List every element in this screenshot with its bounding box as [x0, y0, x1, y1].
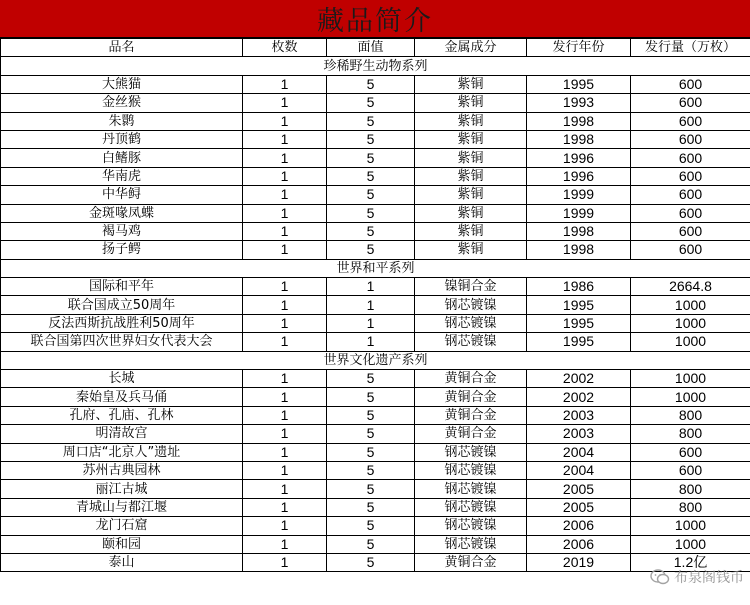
table-cell: 1998	[527, 222, 631, 240]
table-cell: 紫铜	[415, 222, 527, 240]
table-cell: 紫铜	[415, 241, 527, 259]
table-cell: 紫铜	[415, 149, 527, 167]
table-row	[1, 186, 750, 204]
table-cell: 600	[631, 130, 750, 148]
table-cell: 1	[243, 167, 327, 185]
table-row	[1, 222, 750, 240]
table-cell: 周口店“北京人”遗址	[1, 443, 243, 461]
table-cell: 青城山与都江堰	[1, 498, 243, 516]
table-cell: 华南虎	[1, 167, 243, 185]
table-cell: 2664.8	[631, 278, 750, 296]
table-row	[1, 406, 750, 424]
table-cell: 1	[327, 314, 415, 332]
table-row	[1, 278, 750, 296]
section-row	[1, 259, 750, 277]
table-cell: 600	[631, 461, 750, 479]
column-header-name: 品名	[1, 39, 243, 57]
table-cell: 1	[243, 553, 327, 571]
table-row	[1, 167, 750, 185]
table-row	[1, 461, 750, 479]
table-cell: 5	[327, 222, 415, 240]
table-cell: 泰山	[1, 553, 243, 571]
section-row	[1, 57, 750, 75]
column-header-count: 枚数	[243, 39, 327, 57]
table-cell: 600	[631, 112, 750, 130]
table-cell: 1	[243, 278, 327, 296]
table-cell: 黄铜合金	[415, 388, 527, 406]
table-cell: 白鳍豚	[1, 149, 243, 167]
table-cell: 1995	[527, 314, 631, 332]
table-cell: 褐马鸡	[1, 222, 243, 240]
table-cell: 5	[327, 94, 415, 112]
table-cell: 大熊猫	[1, 75, 243, 93]
table-cell: 2002	[527, 388, 631, 406]
table-cell: 2005	[527, 498, 631, 516]
table-cell: 丽江古城	[1, 480, 243, 498]
table-cell: 1.2亿	[631, 553, 750, 571]
table-row	[1, 480, 750, 498]
table-cell: 1	[243, 425, 327, 443]
table-cell: 600	[631, 204, 750, 222]
table-cell: 5	[327, 517, 415, 535]
table-cell: 1000	[631, 314, 750, 332]
table-cell: 紫铜	[415, 94, 527, 112]
table-cell: 联合国成立50周年	[1, 296, 243, 314]
table-cell: 1	[243, 370, 327, 388]
table-cell: 5	[327, 461, 415, 479]
table-cell: 紫铜	[415, 204, 527, 222]
table-cell: 2006	[527, 535, 631, 553]
table-row	[1, 535, 750, 553]
table-cell: 秦始皇及兵马俑	[1, 388, 243, 406]
table-cell: 1	[243, 314, 327, 332]
table-row	[1, 130, 750, 148]
section-title: 世界和平系列	[1, 259, 750, 277]
table-cell: 1	[243, 241, 327, 259]
table-cell: 1998	[527, 112, 631, 130]
table-cell: 明清故宫	[1, 425, 243, 443]
table-cell: 5	[327, 167, 415, 185]
table-row	[1, 388, 750, 406]
table-cell: 钢芯镀镍	[415, 480, 527, 498]
table-cell: 1998	[527, 130, 631, 148]
table-cell: 600	[631, 443, 750, 461]
table-cell: 1	[243, 498, 327, 516]
column-header-year: 发行年份	[527, 39, 631, 57]
table-cell: 黄铜合金	[415, 406, 527, 424]
table-cell: 1	[243, 204, 327, 222]
table-cell: 5	[327, 186, 415, 204]
table-cell: 1	[243, 75, 327, 93]
table-cell: 1	[243, 388, 327, 406]
table-cell: 1	[243, 406, 327, 424]
table-cell: 2004	[527, 443, 631, 461]
table-cell: 5	[327, 406, 415, 424]
table-cell: 钢芯镀镍	[415, 296, 527, 314]
table-cell: 朱鹮	[1, 112, 243, 130]
table-cell: 5	[327, 204, 415, 222]
table-cell: 1	[243, 443, 327, 461]
table-cell: 扬子鳄	[1, 241, 243, 259]
table-cell: 反法西斯抗战胜利50周年	[1, 314, 243, 332]
table-cell: 1993	[527, 94, 631, 112]
table-cell: 长城	[1, 370, 243, 388]
table-cell: 5	[327, 498, 415, 516]
table-cell: 5	[327, 553, 415, 571]
table-row	[1, 370, 750, 388]
table-cell: 2005	[527, 480, 631, 498]
table-cell: 1999	[527, 204, 631, 222]
table-cell: 镍铜合金	[415, 278, 527, 296]
table-cell: 1	[243, 535, 327, 553]
table-cell: 1996	[527, 149, 631, 167]
table-cell: 1998	[527, 241, 631, 259]
table-cell: 600	[631, 149, 750, 167]
table-cell: 紫铜	[415, 167, 527, 185]
table-cell: 1	[243, 94, 327, 112]
watermark	[650, 567, 744, 587]
table-cell: 600	[631, 241, 750, 259]
table-cell: 钢芯镀镍	[415, 443, 527, 461]
table-cell: 800	[631, 406, 750, 424]
table-cell: 孔府、孔庙、孔林	[1, 406, 243, 424]
table-cell: 5	[327, 388, 415, 406]
column-header-metal: 金属成分	[415, 39, 527, 57]
section-title: 世界文化遗产系列	[1, 351, 750, 369]
table-cell: 5	[327, 130, 415, 148]
table-cell: 1	[243, 222, 327, 240]
table-cell: 1995	[527, 333, 631, 351]
table-cell: 1	[243, 130, 327, 148]
table-row	[1, 75, 750, 93]
table-cell: 1	[243, 461, 327, 479]
table-cell: 1	[243, 112, 327, 130]
table-cell: 黄铜合金	[415, 370, 527, 388]
table-cell: 5	[327, 241, 415, 259]
table-cell: 600	[631, 75, 750, 93]
table-cell: 黄铜合金	[415, 553, 527, 571]
table-row	[1, 443, 750, 461]
table-row	[1, 314, 750, 332]
table-cell: 钢芯镀镍	[415, 517, 527, 535]
table-row	[1, 498, 750, 516]
table-row	[1, 517, 750, 535]
table-cell: 苏州古典园林	[1, 461, 243, 479]
wechat-icon	[650, 567, 670, 587]
collection-table-body	[1, 39, 750, 572]
table-cell: 1996	[527, 167, 631, 185]
table-row	[1, 296, 750, 314]
table-cell: 5	[327, 443, 415, 461]
table-cell: 5	[327, 75, 415, 93]
table-cell: 紫铜	[415, 130, 527, 148]
table-cell: 1986	[527, 278, 631, 296]
table-cell: 1000	[631, 535, 750, 553]
table-cell: 600	[631, 186, 750, 204]
table-cell: 2006	[527, 517, 631, 535]
table-cell: 联合国第四次世界妇女代表大会	[1, 333, 243, 351]
table-row	[1, 94, 750, 112]
table-cell: 2002	[527, 370, 631, 388]
table-cell: 国际和平年	[1, 278, 243, 296]
table-cell: 5	[327, 112, 415, 130]
table-cell: 1	[243, 333, 327, 351]
table-cell: 1995	[527, 75, 631, 93]
table-cell: 龙门石窟	[1, 517, 243, 535]
table-cell: 1000	[631, 370, 750, 388]
table-cell: 钢芯镀镍	[415, 314, 527, 332]
table-cell: 5	[327, 535, 415, 553]
table-cell: 600	[631, 94, 750, 112]
table-cell: 2003	[527, 406, 631, 424]
column-header-face-value: 面值	[327, 39, 415, 57]
table-cell: 1	[327, 296, 415, 314]
table-cell: 1000	[631, 388, 750, 406]
table-cell: 紫铜	[415, 186, 527, 204]
table-row	[1, 149, 750, 167]
table-cell: 1995	[527, 296, 631, 314]
table-cell: 1	[243, 149, 327, 167]
table-row	[1, 553, 750, 571]
table-cell: 2003	[527, 425, 631, 443]
table-cell: 丹顶鹤	[1, 130, 243, 148]
table-cell: 2004	[527, 461, 631, 479]
table-cell: 紫铜	[415, 75, 527, 93]
watermark-text: 布泉阁钱币	[674, 570, 744, 586]
table-cell: 1	[243, 517, 327, 535]
table-cell: 1	[327, 278, 415, 296]
collection-table	[0, 38, 750, 572]
table-row	[1, 204, 750, 222]
table-cell: 黄铜合金	[415, 425, 527, 443]
table-cell: 紫铜	[415, 112, 527, 130]
table-cell: 1	[243, 480, 327, 498]
table-row	[1, 333, 750, 351]
table-cell: 600	[631, 222, 750, 240]
table-row	[1, 241, 750, 259]
table-row	[1, 112, 750, 130]
section-title: 珍稀野生动物系列	[1, 57, 750, 75]
table-cell: 5	[327, 480, 415, 498]
table-cell: 颐和园	[1, 535, 243, 553]
table-cell: 800	[631, 480, 750, 498]
table-cell: 800	[631, 498, 750, 516]
column-header-mintage: 发行量（万枚）	[631, 39, 750, 57]
table-cell: 1000	[631, 296, 750, 314]
table-cell: 钢芯镀镍	[415, 498, 527, 516]
table-row	[1, 425, 750, 443]
table-cell: 钢芯镀镍	[415, 461, 527, 479]
table-cell: 600	[631, 167, 750, 185]
table-cell: 金丝猴	[1, 94, 243, 112]
table-cell: 5	[327, 370, 415, 388]
table-cell: 800	[631, 425, 750, 443]
table-cell: 中华鲟	[1, 186, 243, 204]
section-row	[1, 351, 750, 369]
table-cell: 1	[243, 186, 327, 204]
table-cell: 5	[327, 149, 415, 167]
table-cell: 1000	[631, 517, 750, 535]
table-cell: 1999	[527, 186, 631, 204]
table-cell: 2019	[527, 553, 631, 571]
table-cell: 钢芯镀镍	[415, 535, 527, 553]
header-row	[1, 39, 750, 57]
table-cell: 5	[327, 425, 415, 443]
page-title: 藏品简介	[0, 0, 750, 38]
table-cell: 1	[243, 296, 327, 314]
table-cell: 1	[327, 333, 415, 351]
table-cell: 1000	[631, 333, 750, 351]
table-cell: 金斑喙凤蝶	[1, 204, 243, 222]
table-cell: 钢芯镀镍	[415, 333, 527, 351]
